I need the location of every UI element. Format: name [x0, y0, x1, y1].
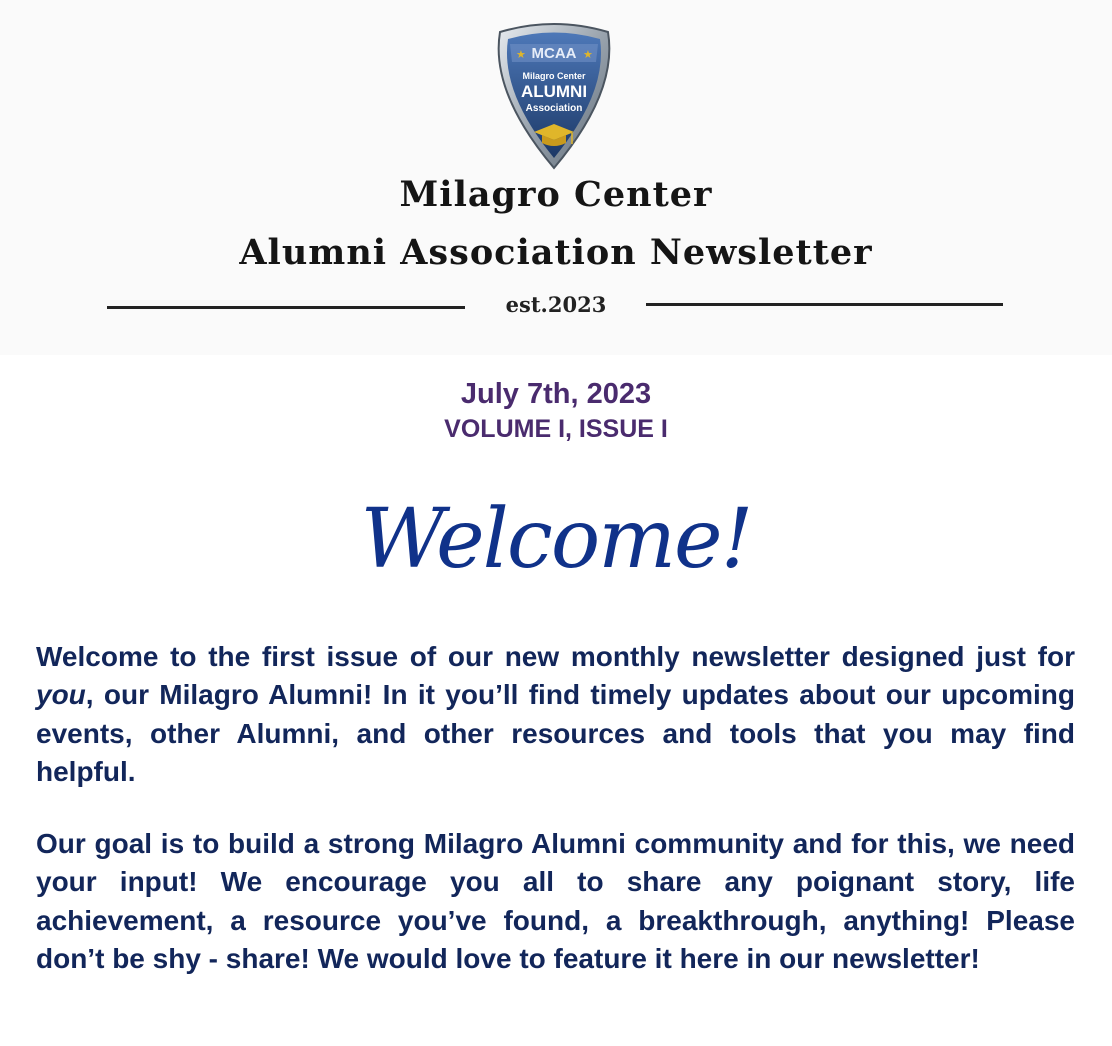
masthead-divider-right: [646, 303, 1003, 306]
intro-text-start: Welcome to the first issue of our new monthly newsletter designed just for: [36, 641, 1075, 672]
masthead-title-line1: Milagro Center: [399, 174, 713, 215]
star-icon: ★: [516, 49, 526, 61]
logo-line1: Milagro Center: [522, 71, 586, 81]
newsletter-masthead: [0, 0, 1112, 355]
established-label: est.2023: [505, 292, 607, 317]
goal-paragraph: Our goal is to build a strong Milagro Alumni community and for this, we need your input! We encourage you all to share any poignant story, life achievement, a resource you’ve found, a breakthrough, anything! Please don’t be shy - share! We would love to feature it here in our newsletter!: [36, 828, 1075, 975]
logo-line3: Association: [525, 103, 583, 114]
issue-date: July 7th, 2023: [460, 378, 652, 410]
intro-paragraph: [36, 638, 1075, 792]
welcome-heading: Welcome!: [360, 492, 752, 587]
star-icon: ★: [583, 49, 593, 61]
masthead-title-line2: Alumni Association Newsletter: [239, 232, 873, 273]
issue-volume: VOLUME I, ISSUE I: [444, 415, 668, 443]
intro-text-end: , our Milagro Alumni! In it you’ll find timely updates about our upcoming events, other Alumni, and other resources and tools that you may find helpful.: [36, 679, 1075, 788]
logo-abbreviation: MCAA: [531, 45, 577, 62]
mcaa-logo: [486, 22, 622, 172]
masthead-divider-left: [107, 306, 465, 309]
intro-emphasis: you: [36, 679, 86, 711]
logo-line2: ALUMNI: [520, 82, 588, 101]
